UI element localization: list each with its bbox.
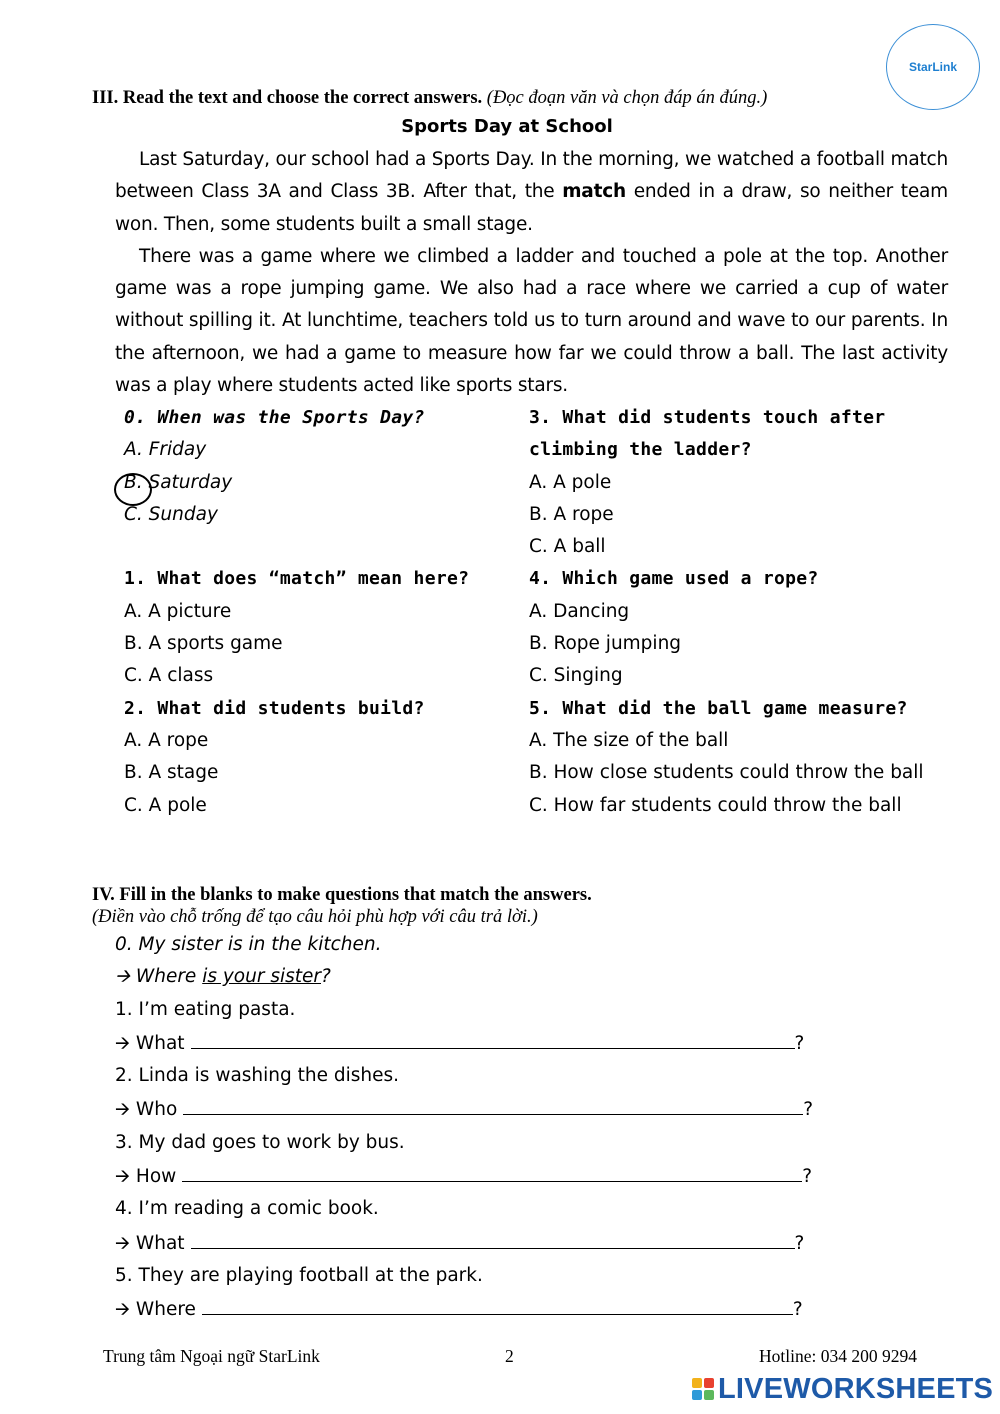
question-1: 1. What does “match” mean here? [124, 568, 470, 590]
question-word: What [135, 1032, 185, 1054]
arrow-icon: 🡪 [115, 1099, 131, 1121]
question-2: 2. What did students build? [124, 697, 425, 719]
option-1-b[interactable]: B. A sports game [124, 633, 283, 655]
question-line-3 [115, 1159, 835, 1193]
answer-1: 1. I’m eating pasta. [115, 998, 296, 1020]
passage-text: ended in a draw, so neither team won. Then, some students built a small stage. [115, 181, 948, 235]
fill-in-blanks [115, 929, 835, 1327]
page-number: 2 [505, 1346, 514, 1366]
option-2-b[interactable]: B. A stage [124, 762, 219, 784]
passage-title: Sports Day at School [401, 116, 613, 137]
logo-square [704, 1390, 714, 1400]
section-3-heading [92, 88, 767, 109]
logo-square [692, 1390, 702, 1400]
option-0-c[interactable]: C. Sunday [124, 503, 218, 525]
option-2-c[interactable]: C. A pole [124, 794, 207, 816]
answer-3: 3. My dad goes to work by bus. [115, 1131, 405, 1153]
answer-circle [114, 473, 152, 506]
question-mark: ? [803, 1099, 814, 1121]
option-1-a[interactable]: A. A picture [124, 600, 232, 622]
question-mark: ? [794, 1232, 805, 1254]
question-3-line-2: climbing the ladder? [529, 439, 752, 461]
example-filled-answer: is your sister [202, 966, 321, 988]
answer-4: 4. I’m reading a comic book. [115, 1198, 379, 1220]
arrow-icon: 🡪 [115, 1299, 131, 1321]
option-5-c[interactable]: C. How far students could throw the ball [529, 794, 902, 816]
passage-paragraph-2: There was a game where we climbed a ladder and touched a pole at the top. Another game was a rope jumping game. We also had a race where we carried a cup of water without spilling it. At lunchtime, teachers told us to turn around and wave to our parents. In the afternoon, we had a game to measure how far we could throw a ball. The last activity was a play where students acted like sports stars. [115, 245, 948, 397]
logo-square [692, 1378, 702, 1388]
blank-input-1[interactable] [191, 1026, 795, 1049]
question-mark: ? [321, 966, 331, 988]
blank-input-2[interactable] [183, 1092, 803, 1115]
question-3-line-1: 3. What did students touch after [529, 407, 886, 428]
question-4: 4. Which game used a rope? [529, 568, 819, 590]
logo-square [704, 1378, 714, 1388]
question-5: 5. What did the ball game measure? [529, 697, 908, 719]
question-mark: ? [792, 1299, 803, 1321]
section-3-title: III. Read the text and choose the correct answers. [92, 88, 483, 108]
arrow-icon: 🡪 [115, 1232, 131, 1254]
question-line-1 [115, 1026, 835, 1060]
arrow-icon: 🡪 [115, 1166, 131, 1188]
question-mark: ? [794, 1032, 805, 1054]
answer-2: 2. Linda is washing the dishes. [115, 1065, 400, 1087]
spacer [124, 531, 514, 563]
question-mark: ? [802, 1166, 813, 1188]
option-5-b[interactable]: B. How close students could throw the ball [529, 762, 924, 784]
option-3-a[interactable]: A. A pole [529, 471, 612, 493]
liveworksheets-text: LIVEWORKSHEETS [718, 1372, 994, 1405]
question-word: How [135, 1166, 177, 1188]
option-2-a[interactable]: A. A rope [124, 729, 209, 751]
blank-input-3[interactable] [182, 1159, 802, 1182]
question-word: Who [135, 1099, 178, 1121]
reading-passage [115, 144, 948, 402]
question-0: 0. When was the Sports Day? [124, 407, 425, 428]
option-4-b[interactable]: B. Rope jumping [529, 633, 682, 655]
option-5-a[interactable]: A. The size of the ball [529, 729, 729, 751]
starlink-logo [886, 24, 980, 110]
question-word: What [135, 1232, 185, 1254]
blank-input-4[interactable] [191, 1226, 795, 1249]
liveworksheets-icon [692, 1378, 714, 1400]
passage-paragraph-1 [115, 144, 948, 241]
example-answer: 0. My sister is in the kitchen. [115, 934, 382, 955]
section-3-title-vi: (Đọc đoạn văn và chọn đáp án đúng.) [486, 88, 768, 108]
questions-right-column [529, 402, 969, 822]
question-line-5 [115, 1292, 835, 1326]
answer-5: 5. They are playing football at the park. [115, 1264, 483, 1286]
blank-input-5[interactable] [202, 1292, 793, 1315]
arrow-icon: 🡪 [115, 966, 131, 988]
passage-text: Last Saturday, our school had a Sports Day. In the morning, we watched a football match between Class 3A and Class 3B. After that, the [115, 149, 949, 203]
footer-center-name: Trung tâm Ngoại ngữ StarLink [103, 1346, 320, 1366]
liveworksheets-logo[interactable] [692, 1374, 993, 1404]
option-4-c[interactable]: C. Singing [529, 665, 623, 687]
question-line-2 [115, 1092, 835, 1126]
option-3-c[interactable]: C. A ball [529, 536, 606, 558]
option-0-b[interactable] [124, 467, 514, 499]
question-word: Where [135, 1299, 196, 1321]
logo-text: StarLink [908, 60, 957, 74]
arrow-icon: 🡪 [115, 1032, 131, 1054]
selected-answer-mark [124, 472, 143, 493]
passage-bold-word: match [562, 181, 626, 203]
question-line-4 [115, 1226, 835, 1260]
section-4-title-vi: (Điền vào chỗ trống để tạo câu hỏi phù hợp với câu trả lời.) [92, 907, 538, 927]
option-4-a[interactable]: A. Dancing [529, 600, 630, 622]
question-word: Where [135, 966, 197, 988]
option-0-a[interactable]: A. Friday [124, 439, 207, 461]
option-3-b[interactable]: B. A rope [529, 503, 614, 525]
questions-left-column [124, 402, 514, 822]
section-4-title: IV. Fill in the blanks to make questions that match the answers. [92, 885, 592, 905]
option-letter: B. [124, 471, 143, 493]
option-text: Saturday [142, 471, 233, 493]
footer-hotline: Hotline: 034 200 9294 [759, 1346, 917, 1366]
section-4-heading [92, 885, 592, 906]
option-1-c[interactable]: C. A class [124, 665, 214, 687]
example-question [115, 961, 835, 993]
